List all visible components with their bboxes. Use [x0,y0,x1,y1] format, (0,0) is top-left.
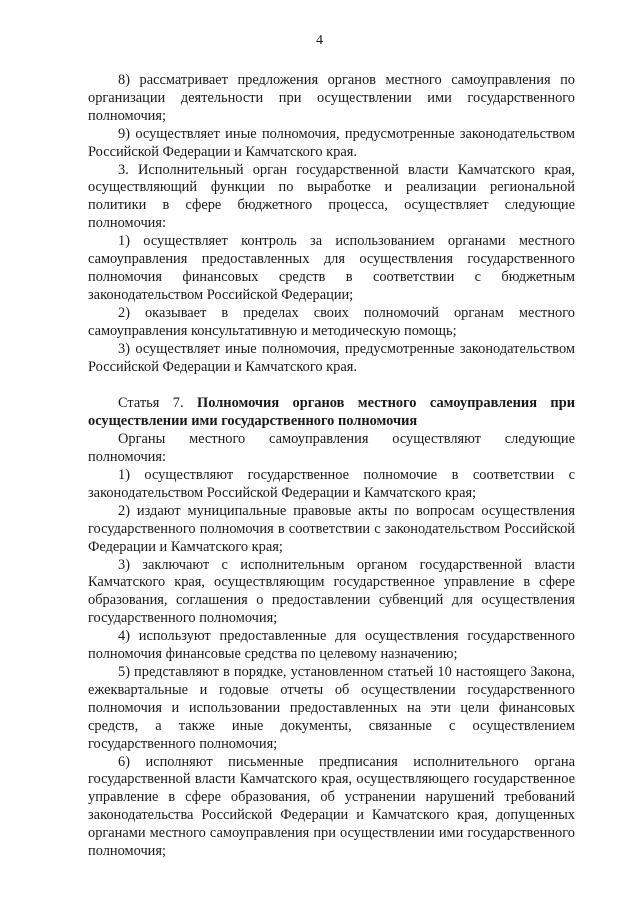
paragraph-item-8: 8) рассматривает предложения органов местного самоуправления по организации деятельности при осуществлении ими государственного полномочия; [88,72,575,124]
page-number: 4 [316,33,323,48]
paragraph-part3-item-1: 1) осуществляет контроль за использованием органами местного самоуправления предоставленных для осуществления государственного полномочия финансовых средств в соответствии с бюджетным законодательством Российской Федерации; [88,233,575,303]
article-item-1: 1) осуществляют государственное полномочие в соответствии с законодательством Российской Федерации и Камчатского края; [88,467,575,501]
article-item-4: 4) используют предоставленные для осуществления государственного полномочия финансовые средства по целевому назначению; [88,628,575,663]
document-body [88,72,575,861]
article-item-2: 2) издают муниципальные правовые акты по вопросам осуществления государственного полномочия в соответствии с законодательством Российской Федерации и Камчатского края; [88,502,575,555]
article-title: Полномочия органов местного самоуправления при осуществлении ими государственного полномочия [88,395,575,430]
article-item-6: 6) исполняют письменные предписания исполнительного органа государственной власти Камчатского края, осуществляющего государственное управление в сфере образования, об устранении нарушений требований законодательства Российской Федерации и Камчатского края, допущенных органами местного самоуправления при осуществлении ими государственного полномочия; [88,753,575,860]
paragraph-part3-item-2: 2) оказывает в пределах своих полномочий органам местного самоуправления консультативную и методическую помощь; [88,304,575,339]
article-intro: Органы местного самоуправления осуществляют следующие полномочия: [88,431,575,466]
paragraph-item-9: 9) осуществляет иные полномочия, предусмотренные законодательством Российской Федерации и Камчатского края. [88,125,575,160]
article-label: Статья 7. [118,395,184,412]
article-heading [88,395,575,431]
article-item-5: 5) представляют в порядке, установленном статьей 10 настоящего Закона, ежеквартальные и годовые отчеты об осуществлении государственного полномочия и использовании предоставленных на эти цели финансовых средств, а также иные документы, связанные с осуществлением государственного полномочия; [88,664,575,752]
paragraph-part-3: 3. Исполнительный орган государственной власти Камчатского края, осуществляющий функции по выработке и реализации региональной политики в сфере бюджетного процесса, осуществляет следующие полномочия: [88,161,575,232]
article-item-3: 3) заключают с исполнительным органом государственной власти Камчатского края, осуществляющим государственное управление в сфере образования, соглашения о предоставлении субвенций для осуществления государственного полномочия; [88,556,575,627]
paragraph-part3-item-3: 3) осуществляет иные полномочия, предусмотренные законодательством Российской Федерации и Камчатского края. [88,340,575,375]
